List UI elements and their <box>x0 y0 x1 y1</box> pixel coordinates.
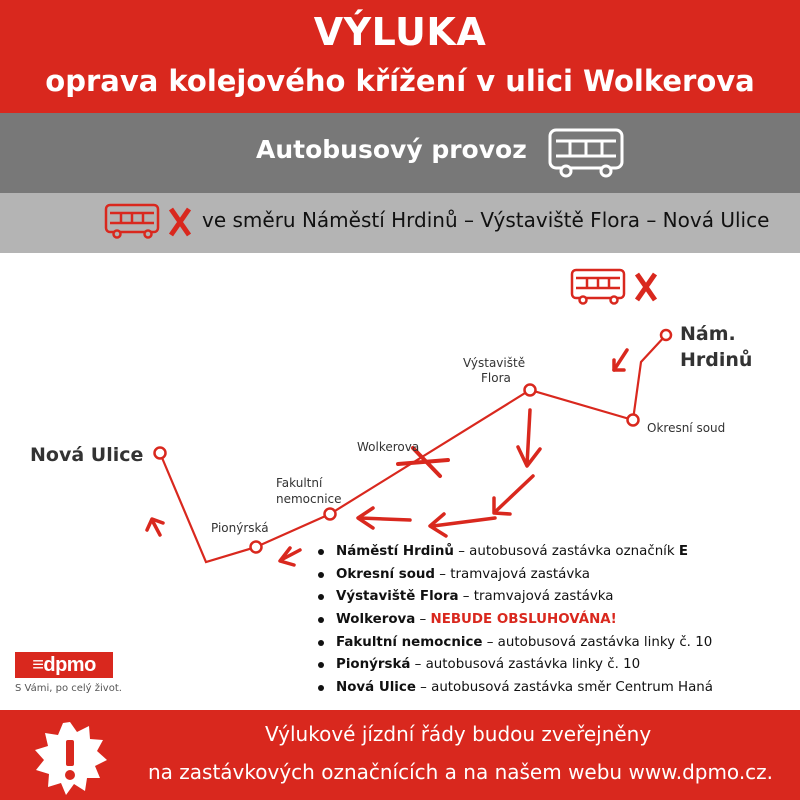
legend-item <box>316 656 713 679</box>
legend-item <box>316 634 713 657</box>
footer-line-1: Výlukové jízdní řády budou zveřejněny <box>265 722 652 746</box>
legend-stop-desc: – autobusová zastávka linky č. 10 <box>410 657 641 673</box>
legend-stop-desc: – <box>415 612 431 628</box>
stop-label-nam-hrdinu: Hrdinů <box>680 349 753 371</box>
legend-stop-name: Nová Ulice <box>336 680 416 696</box>
stop-legend <box>316 543 713 702</box>
service-label: Autobusový provoz <box>256 135 527 164</box>
stop-label-okresni-soud: Okresní soud <box>647 421 726 435</box>
footer-banner <box>0 710 800 800</box>
legend-stop-name: Pionýrská <box>336 657 411 673</box>
bus-icon <box>550 130 622 176</box>
arrow-icon <box>360 518 410 520</box>
page-title: VÝLUKA <box>313 10 487 54</box>
stop-okresni-soud <box>628 415 639 426</box>
stop-label-wolkerova: Wolkerova <box>357 440 420 454</box>
stop-label-nam-hrdinu: Nám. <box>680 323 736 345</box>
stop-nam-hrdinu <box>661 330 671 340</box>
stop-nova-ulice <box>155 448 166 459</box>
legend-stop-desc: – tramvajová zastávka <box>458 589 614 605</box>
page-subtitle: oprava kolejového křížení v ulici Wolkerova <box>45 64 755 98</box>
brand-slogan: S Vámi, po celý život. <box>15 683 122 694</box>
legend-item <box>316 566 713 589</box>
stop-label-fakultni-nemocnice: Fakultní <box>276 476 323 490</box>
legend-stop-name: Wolkerova <box>336 612 416 628</box>
warning-icon <box>30 718 110 798</box>
bus-cancelled-map-icon <box>572 270 655 304</box>
arrow-icon <box>433 518 495 526</box>
legend-stop-name: Výstaviště Flora <box>336 589 459 605</box>
stop-label-pionyrska: Pionýrská <box>211 521 269 535</box>
stop-label-vystaviste-flora: Výstaviště <box>463 356 526 370</box>
legend-stop-desc: – tramvajová zastávka <box>435 566 590 582</box>
stop-label-vystaviste-flora: Flora <box>481 371 511 385</box>
legend-item <box>316 543 713 566</box>
legend-stop-desc: – autobusová zastávka linky č. 10 <box>482 634 713 650</box>
arrow-icon <box>495 476 533 512</box>
arrow-icon <box>614 350 627 370</box>
direction-text: ve směru Náměstí Hrdinů – Výstaviště Flora – Nová Ulice <box>202 208 770 232</box>
footer-line-2: na zastávkových označnících a na našem webu www.dpmo.cz. <box>148 760 774 784</box>
legend-stop-name: Fakultní nemocnice <box>336 634 483 650</box>
stop-label-nova-ulice: Nová Ulice <box>30 444 144 466</box>
stop-fakultni-nemocnice <box>325 509 336 520</box>
arrow-icon <box>527 410 530 465</box>
stop-vystaviste-flora <box>525 385 536 396</box>
legend-stop-desc: – autobusová zastávka směr Centrum Haná <box>415 680 713 696</box>
dpmo-logo: ≡dpmo <box>15 652 113 678</box>
legend-stop-name: Okresní soud <box>336 566 436 582</box>
bus-cancelled-icon <box>106 205 189 238</box>
legend-stop-desc: – autobusová zastávka označník <box>453 544 679 559</box>
legend-item <box>316 611 713 634</box>
legend-stop-name: Náměstí Hrdinů <box>336 544 454 559</box>
legend-warning: NEBUDE OBSLUHOVÁNA! <box>430 612 617 628</box>
stop-label-fakultni-nemocnice: nemocnice <box>276 492 342 506</box>
legend-extra: E <box>678 544 689 559</box>
stop-pionyrska <box>251 542 262 553</box>
legend-item <box>316 679 713 702</box>
legend-item <box>316 588 713 611</box>
